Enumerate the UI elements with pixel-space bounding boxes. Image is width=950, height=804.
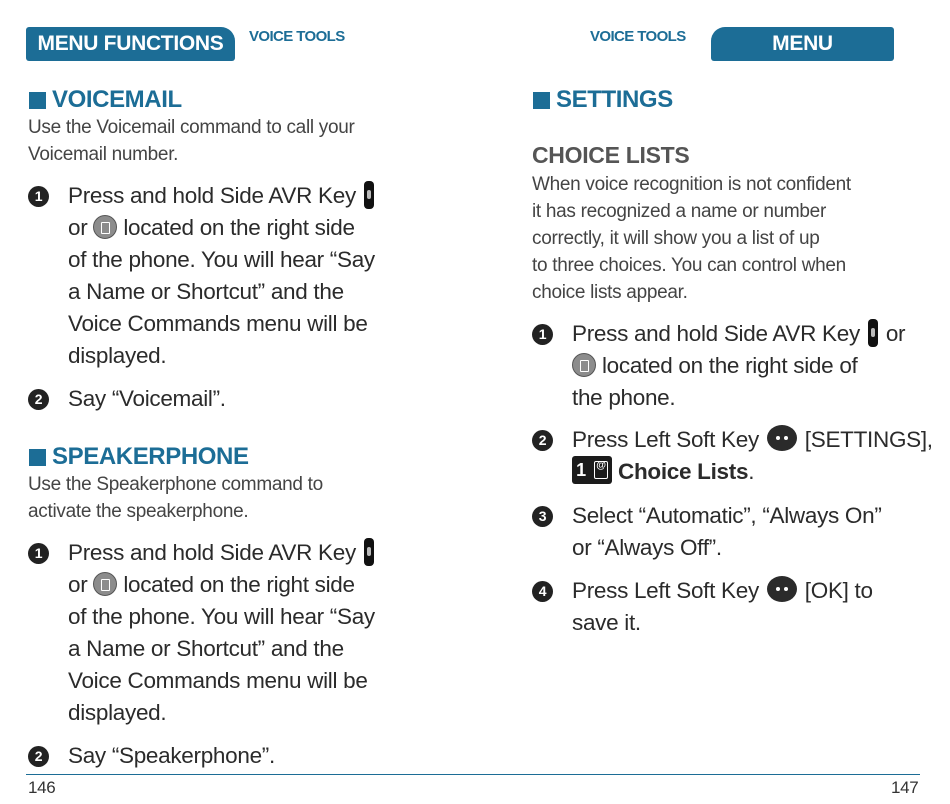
step-number: 1 [532,324,553,345]
step-text-line: Voice Commands menu will be [68,668,368,693]
step-text: Say “Speakerphone”. [68,743,275,768]
step-text-line: or “Always Off”. [572,535,722,560]
side-avr-key-icon [364,181,374,209]
footer-divider [26,774,920,775]
step-number: 1 [28,186,49,207]
voice-button-icon [93,572,117,596]
right-page [475,0,950,804]
intro-line: correctly, it will show you a list of up [532,228,820,249]
voicemail-heading [29,86,182,114]
step-text [572,424,933,488]
step-text-line: a Name or Shortcut” and the [68,279,344,304]
settings-heading [533,86,673,114]
intro-line: activate the speakerphone. [28,501,249,522]
voicemail-intro [28,114,355,168]
key-1-label: 1 [576,460,586,480]
step-number: 2 [532,430,553,451]
step-text-word: or [68,572,88,597]
voice-tools-label: VOICE TOOLS [590,28,686,45]
step-text-line: displayed. [68,343,167,368]
step-text: Say “Voicemail”. [68,386,226,411]
step-number: 4 [532,581,553,602]
choice-lists-subheading: CHOICE LISTS [532,142,690,168]
envelope-icon: @ [594,461,608,479]
intro-line: Voicemail number. [28,144,179,165]
intro-line: When voice recognition is not confident [532,174,851,195]
page-number: 146 [28,778,56,797]
step-number: 2 [28,746,49,767]
step-text [572,575,873,639]
step-text-line: Press and hold Side AVR Key [572,321,860,346]
heading-square-icon [29,92,46,109]
step-text-line: located on the right side [123,215,355,240]
step-text-word: or [885,321,906,346]
settings-title: SETTINGS [556,86,673,113]
heading-square-icon [29,449,46,466]
step-text-line: of the phone. You will hear “Say [68,247,375,272]
choice-lists-intro [532,171,851,306]
key-1-voicemail-icon [572,456,612,484]
step-text-line: Press and hold Side AVR Key [68,540,356,565]
step-text [68,537,376,729]
intro-line: choice lists appear. [532,282,688,303]
left-soft-key-icon [767,576,797,602]
menu-functions-tab: MENU FUNCTIONS [26,27,235,61]
step-text-line: the phone. [572,385,676,410]
speakerphone-heading [29,443,249,471]
speakerphone-title: SPEAKERPHONE [52,443,249,470]
step-text-line: Select “Automatic”, “Always On” [572,503,882,528]
step-text-word: [OK] to [804,578,873,603]
voice-button-icon [572,353,596,377]
intro-line: Use the Speakerphone command to [28,474,323,495]
speakerphone-intro [28,471,323,525]
voice-tools-label: VOICE TOOLS [249,28,345,45]
step-text [572,500,882,564]
choice-lists-menu-label: Choice Lists [618,459,749,484]
step-text-word: [SETTINGS], [804,427,933,452]
step-number: 1 [28,543,49,564]
intro-line: to three choices. You can control when [532,255,846,276]
step-text [68,180,376,372]
step-text-line: Press Left Soft Key [572,578,759,603]
step-text [572,318,905,414]
step-text-line: Press Left Soft Key [572,427,759,452]
heading-square-icon [533,92,550,109]
step-text-line: save it. [572,610,641,635]
side-avr-key-icon [868,319,878,347]
step-text-line: Press and hold Side AVR Key [68,183,356,208]
side-avr-key-icon [364,538,374,566]
step-number: 2 [28,389,49,410]
intro-line: Use the Voicemail command to call your [28,117,355,138]
voicemail-title: VOICEMAIL [52,86,182,113]
step-text-word: or [68,215,88,240]
step-text-line: a Name or Shortcut” and the [68,636,344,661]
voice-button-icon [93,215,117,239]
step-text-line: Voice Commands menu will be [68,311,368,336]
step-text-line: located on the right side [123,572,355,597]
step-text-line: located on the right side of [601,353,858,378]
step-number: 3 [532,506,553,527]
intro-line: it has recognized a name or number [532,201,826,222]
left-soft-key-icon [767,425,797,451]
step-text-line: displayed. [68,700,167,725]
page-number: 147 [891,778,919,797]
menu-functions-tab: MENU FUNCTIONS [711,27,894,61]
step-text-line: of the phone. You will hear “Say [68,604,375,629]
punctuation: . [748,459,755,484]
